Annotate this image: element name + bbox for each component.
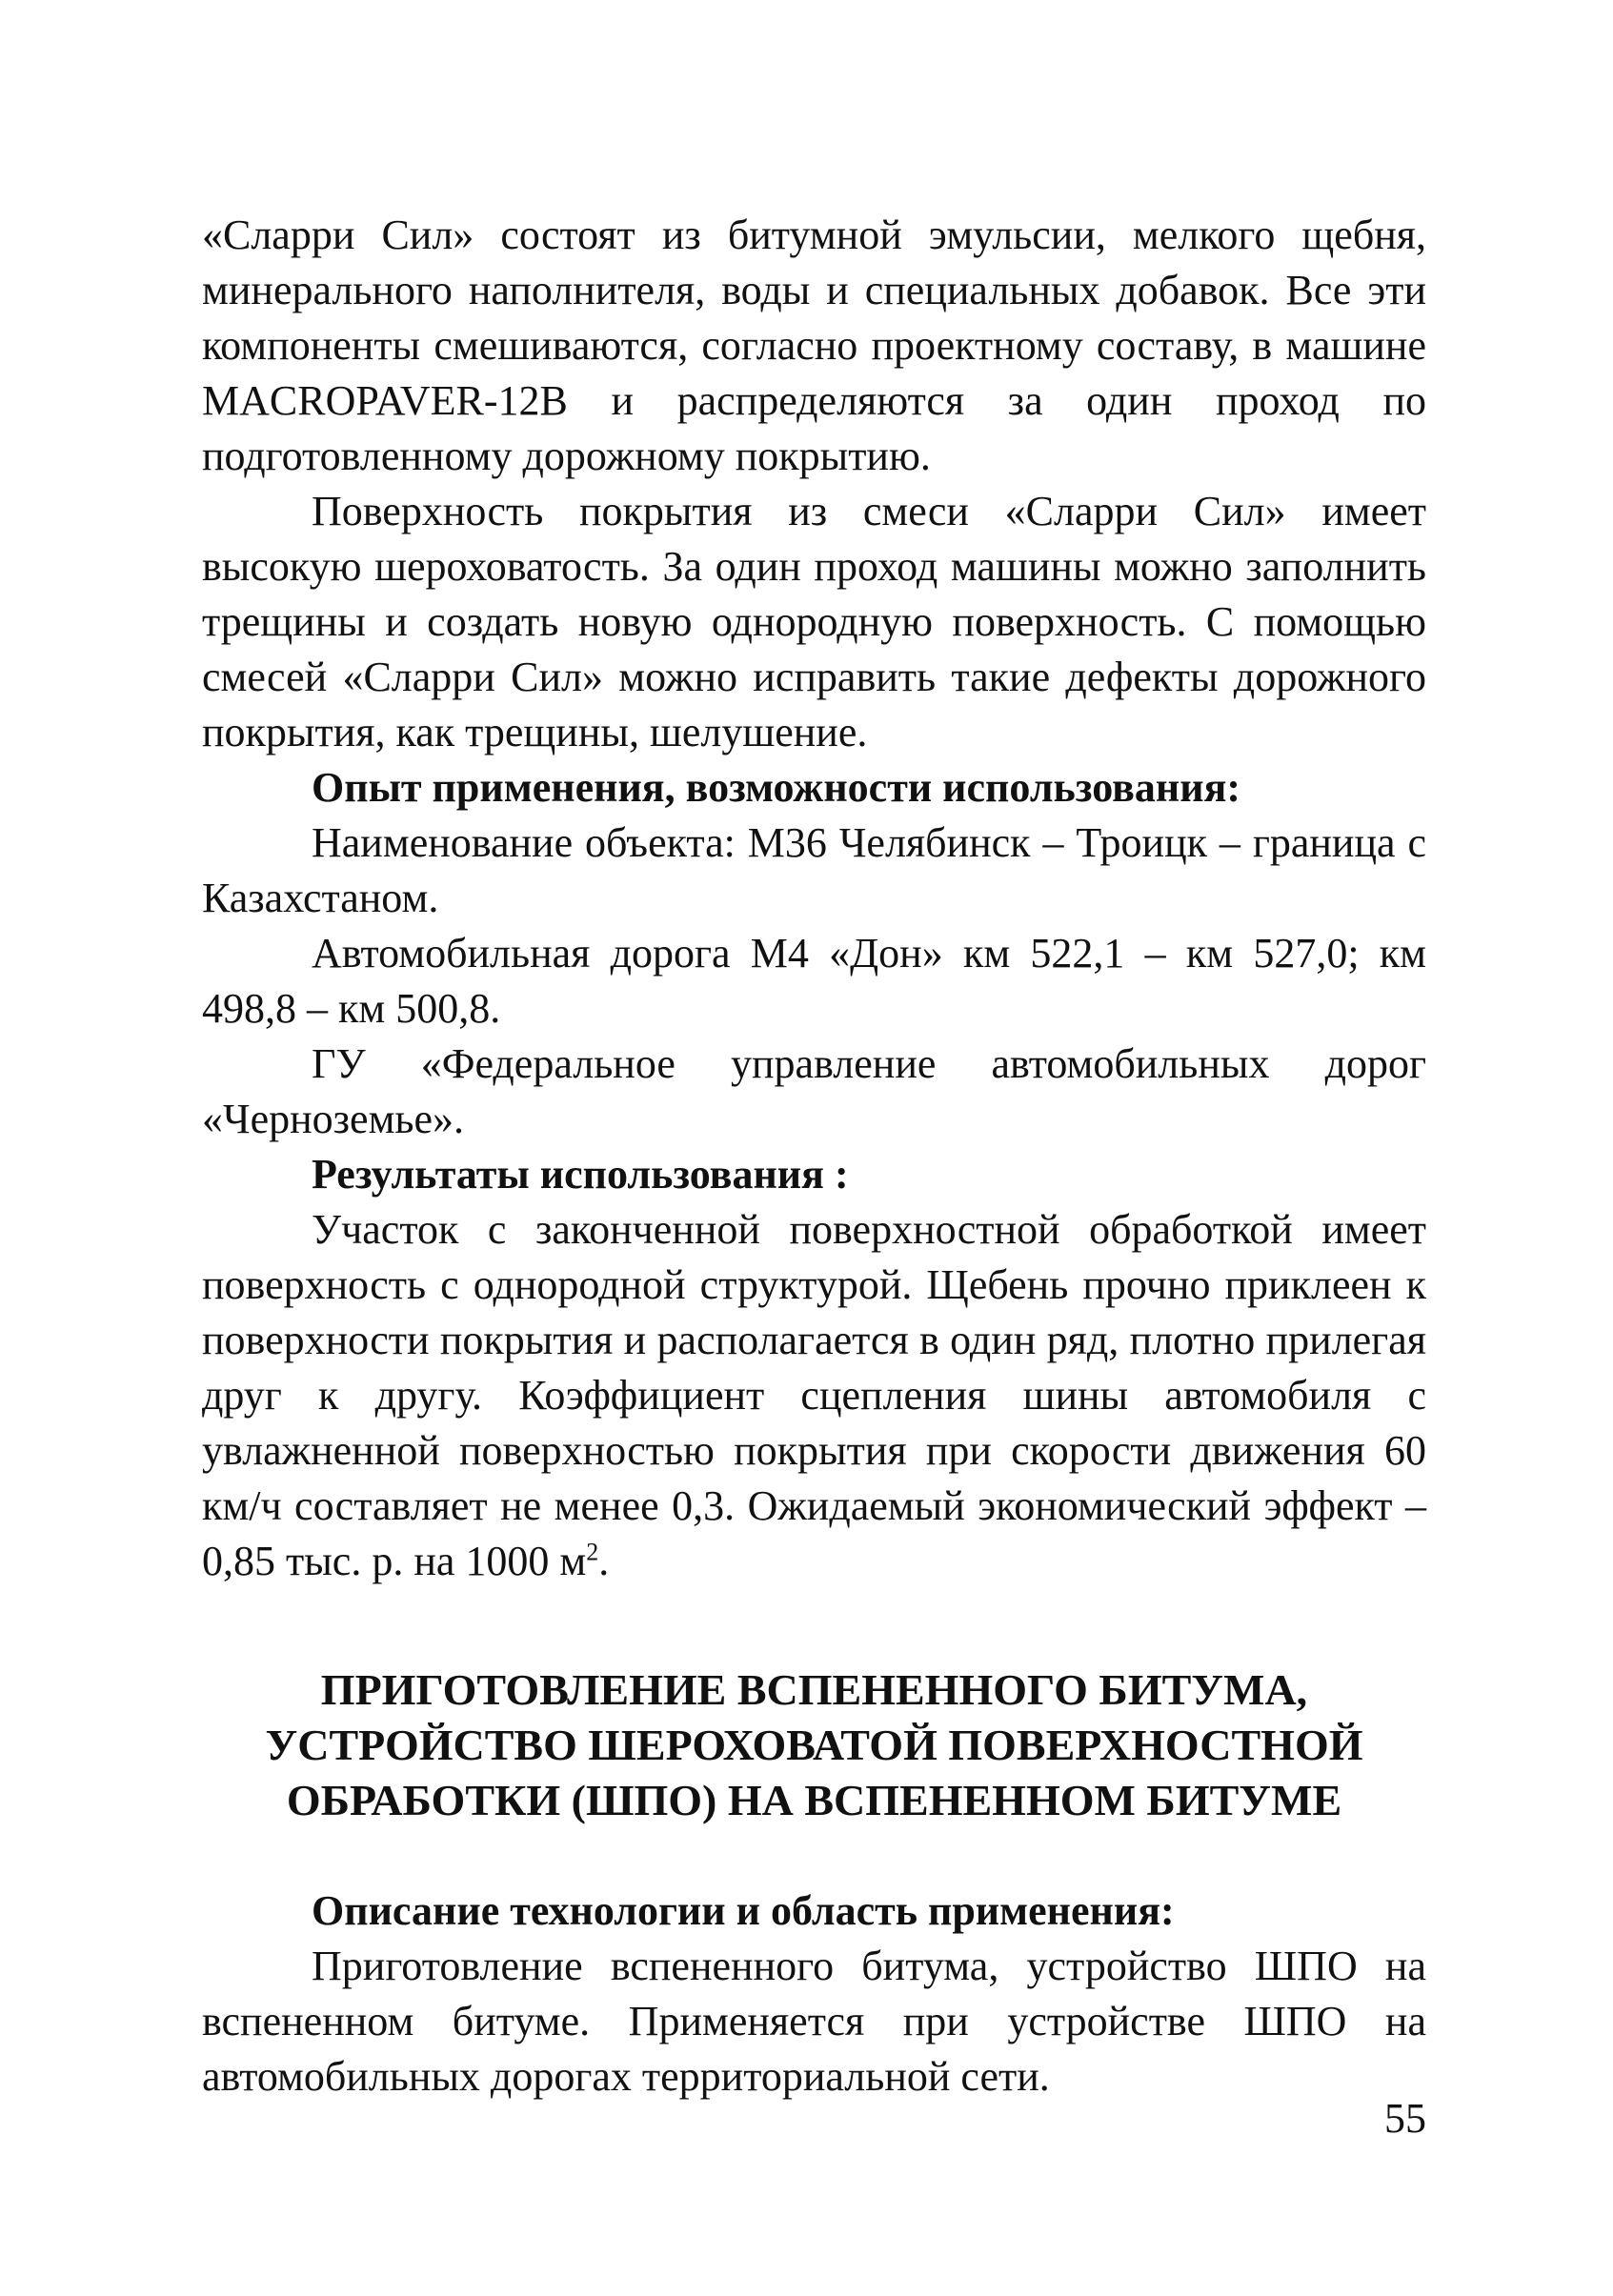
paragraph-federal-management: ГУ «Федеральное управление автомобильных дорог «Черноземье».: [202, 1040, 1426, 1142]
paragraph-results-end: .: [598, 1538, 610, 1584]
paragraph-foamed-bitumen: Приготовление вспененного битума, устройство ШПО на вспененном битуме. Применяется при устройстве ШПО на автомобильных дорогах территориальной сети.: [202, 1943, 1426, 2100]
paragraph-object-name: Наименование объекта: М36 Челябинск – Троицк – граница с Казахстаном.: [202, 819, 1426, 921]
heading-experience: Опыт применения, возможности использования:: [312, 764, 1241, 811]
paragraph-results-text: Участок с законченной поверхностной обработкой имеет поверхность с однородной структурой. Щебень прочно приклеен к поверхности покрытия и располагается в один ряд, плотно прилегая друг к другу. Коэффициент сцепления шины автомобиля с увлажненной поверхностью покрытия при скорости движения 60 км/ч составляет не менее 0,3. Ожидаемый экономический эффект – 0,85 тыс. р. на 1000 м: [202, 1206, 1426, 1584]
section-title: [202, 1662, 1426, 1828]
paragraph-results: [202, 1202, 1426, 1589]
paragraph-surface-roughness: Поверхность покрытия из смеси «Сларри Сил» имеет высокую шероховатость. За один проход машины можно заполнить трещины и создать новую однородную поверхность. С помощью смесей «Сларри Сил» можно исправить такие дефекты дорожного покрытия, как трещины, шелушение.: [202, 488, 1426, 755]
section-title-line-2: УСТРОЙСТВО ШЕРОХОВАТОЙ ПОВЕРХНОСТНОЙ: [265, 1721, 1363, 1769]
paragraph-slurry-seal-composition: «Сларри Сил» состоят из битумной эмульсии, мелкого щебня, минерального наполнителя, воды и специальных добавок. Все эти компоненты смешиваются, согласно проектному составу, в машине MACROPAVER-12B и распределяются за один проход по подготовленному дорожному покрытию.: [202, 211, 1426, 479]
paragraph-road-m4: Автомобильная дорога М4 «Дон» км 522,1 – км 527,0; км 498,8 – км 500,8.: [202, 930, 1426, 1032]
page-number: 55: [1384, 2095, 1426, 2142]
superscript-squared: 2: [586, 1538, 599, 1566]
heading-results: Результаты использования :: [312, 1151, 849, 1198]
heading-description: Описание технологии и область применения:: [312, 1887, 1175, 1934]
section-title-line-3: ОБРАБОТКИ (ШПО) НА ВСПЕНЕННОМ БИТУМЕ: [286, 1776, 1342, 1824]
section-title-line-1: ПРИГОТОВЛЕНИЕ ВСПЕНЕННОГО БИТУМА,: [320, 1665, 1308, 1714]
